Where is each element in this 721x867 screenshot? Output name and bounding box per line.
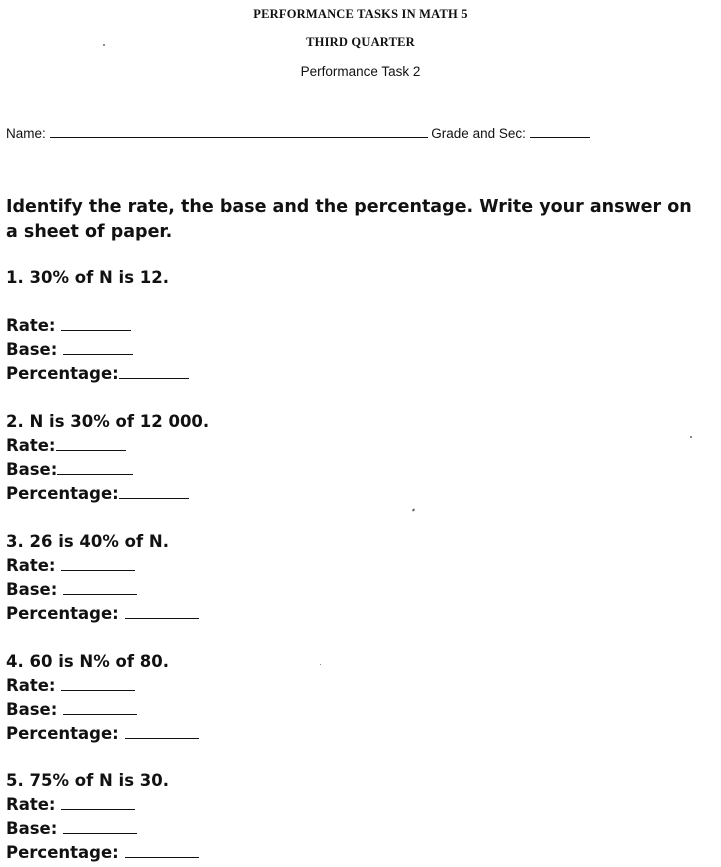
- problem-statement: 3. 26 is 40% of N.: [6, 532, 169, 551]
- percentage-blank[interactable]: [119, 377, 189, 379]
- scan-speck: [320, 664, 321, 665]
- percentage-blank[interactable]: [119, 497, 189, 499]
- base-label: Base:: [6, 580, 58, 599]
- rate-blank[interactable]: [56, 449, 126, 451]
- base-label: Base:: [6, 340, 58, 359]
- problem-statement: 2. N is 30% of 12 000.: [6, 412, 210, 431]
- base-blank[interactable]: [63, 353, 133, 355]
- worksheet-title: PERFORMANCE TASKS IN MATH 5: [253, 7, 468, 21]
- base-blank[interactable]: [63, 593, 137, 595]
- grade-section-blank[interactable]: [530, 136, 590, 138]
- rate-label: Rate:: [6, 436, 56, 455]
- base-label: Base:: [6, 819, 58, 838]
- problem-statement: 5. 75% of N is 30.: [6, 771, 169, 790]
- name-label: Name:: [6, 126, 46, 141]
- base-blank[interactable]: [63, 832, 137, 834]
- base-blank[interactable]: [63, 713, 137, 715]
- problem-4: [6, 650, 406, 746]
- base-label: Base:: [6, 460, 58, 479]
- percentage-label: Percentage:: [6, 843, 119, 862]
- rate-blank[interactable]: [61, 569, 135, 571]
- grade-section-label: Grade and Sec:: [431, 126, 526, 141]
- rate-blank[interactable]: [61, 808, 135, 810]
- name-blank[interactable]: [50, 136, 428, 138]
- problem-1: [6, 266, 406, 386]
- problem-statement: 4. 60 is N% of 80.: [6, 652, 169, 671]
- rate-label: Rate:: [6, 795, 56, 814]
- problem-5: [6, 769, 406, 865]
- problem-2: [6, 410, 406, 506]
- percentage-blank[interactable]: [125, 737, 199, 739]
- percentage-label: Percentage:: [6, 484, 119, 503]
- percentage-label: Percentage:: [6, 364, 119, 383]
- base-blank[interactable]: [57, 473, 133, 475]
- scan-speck: [103, 44, 105, 46]
- percentage-label: Percentage:: [6, 604, 119, 623]
- scan-speck: [690, 436, 692, 438]
- scan-speck: [412, 508, 416, 511]
- task-subtitle: Performance Task 2: [300, 64, 421, 79]
- rate-label: Rate:: [6, 676, 56, 695]
- percentage-blank[interactable]: [125, 617, 199, 619]
- rate-blank[interactable]: [61, 329, 131, 331]
- rate-label: Rate:: [6, 556, 56, 575]
- instructions: Identify the rate, the base and the percentage. Write your answer on a sheet of paper.: [6, 197, 692, 242]
- base-label: Base:: [6, 700, 58, 719]
- percentage-blank[interactable]: [125, 856, 199, 858]
- quarter-heading: THIRD QUARTER: [306, 35, 415, 49]
- percentage-label: Percentage:: [6, 724, 119, 743]
- rate-label: Rate:: [6, 316, 56, 335]
- problem-statement: 1. 30% of N is 12.: [6, 268, 169, 287]
- rate-blank[interactable]: [61, 689, 135, 691]
- problem-3: [6, 530, 406, 626]
- student-info-row: [6, 126, 590, 141]
